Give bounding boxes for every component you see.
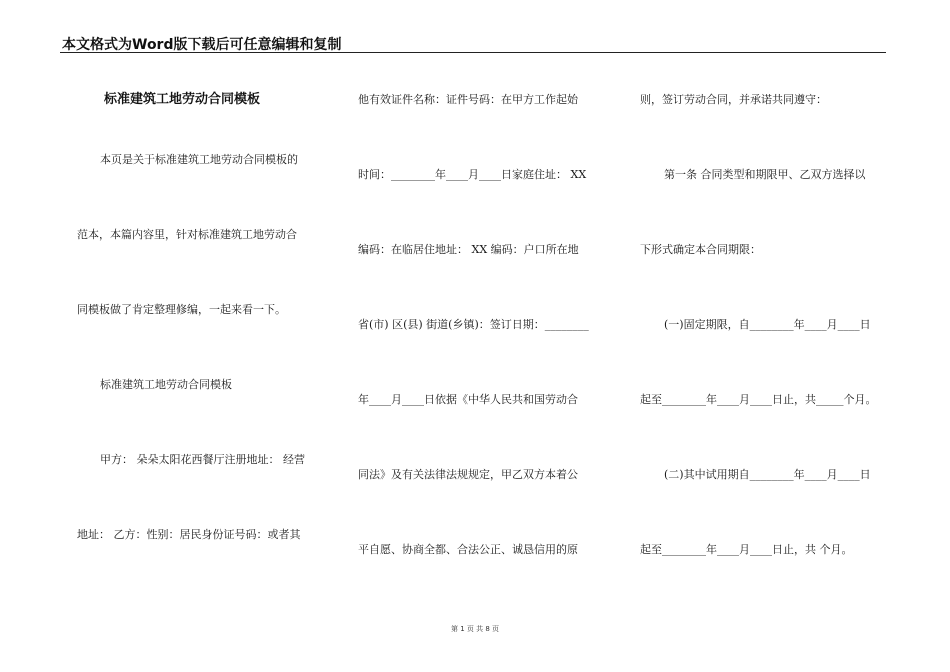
page-number-footer: 第 1 页 共 8 页 (450, 625, 500, 633)
document-header-title: 本文格式为Word版下载后可任意编辑和复制 (62, 37, 342, 53)
paragraph-line: 起至________年____月____日止，共_____个月。 (640, 393, 877, 406)
header-divider (60, 52, 886, 53)
paragraph-line: 第一条 合同类型和期限甲、乙双方选择以 (664, 168, 866, 181)
paragraph-line: 标准建筑工地劳动合同模板 (100, 378, 232, 391)
paragraph-line: 起至________年____月____日止，共 个月。 (640, 543, 853, 556)
paragraph-line: (一)固定期限，自________年____月____日 (664, 318, 871, 331)
paragraph-line: 地址： 乙方：性别：居民身份证号码：或者其 (77, 528, 301, 541)
paragraph-line: (二)其中试用期自________年____月____日 (664, 468, 871, 481)
paragraph-line: 范本，本篇内容里，针对标准建筑工地劳动合 (77, 228, 297, 241)
paragraph-line: 本页是关于标准建筑工地劳动合同模板的 (100, 153, 298, 166)
paragraph-line: 他有效证件名称：证件号码：在甲方工作起始 (358, 93, 578, 106)
paragraph-line: 甲方： 朵朵太阳花西餐厅注册地址： 经营 (100, 453, 305, 466)
paragraph-line: 则，签订劳动合同，并承诺共同遵守： (640, 93, 827, 106)
paragraph-line: 年____月____日依据《中华人民共和国劳动合 (358, 393, 578, 406)
paragraph-line: 同法》及有关法律法规规定，甲乙双方本着公 (358, 468, 578, 481)
paragraph-line: 编码：在临居住地址： XX 编码：户口所在地 (358, 243, 579, 256)
paragraph-line: 平自愿、协商全都、合法公正、诚恳信用的原 (358, 543, 578, 556)
document-title: 标准建筑工地劳动合同模板 (104, 92, 261, 107)
paragraph-line: 省(市) 区(县) 街道(乡镇)：签订日期：________ (358, 318, 589, 331)
paragraph-line: 时间：________年____月____日家庭住址： XX (358, 168, 587, 181)
paragraph-line: 下形式确定本合同期限： (640, 243, 761, 256)
paragraph-line: 同模板做了肯定整理修编，一起来看一下。 (77, 303, 286, 316)
